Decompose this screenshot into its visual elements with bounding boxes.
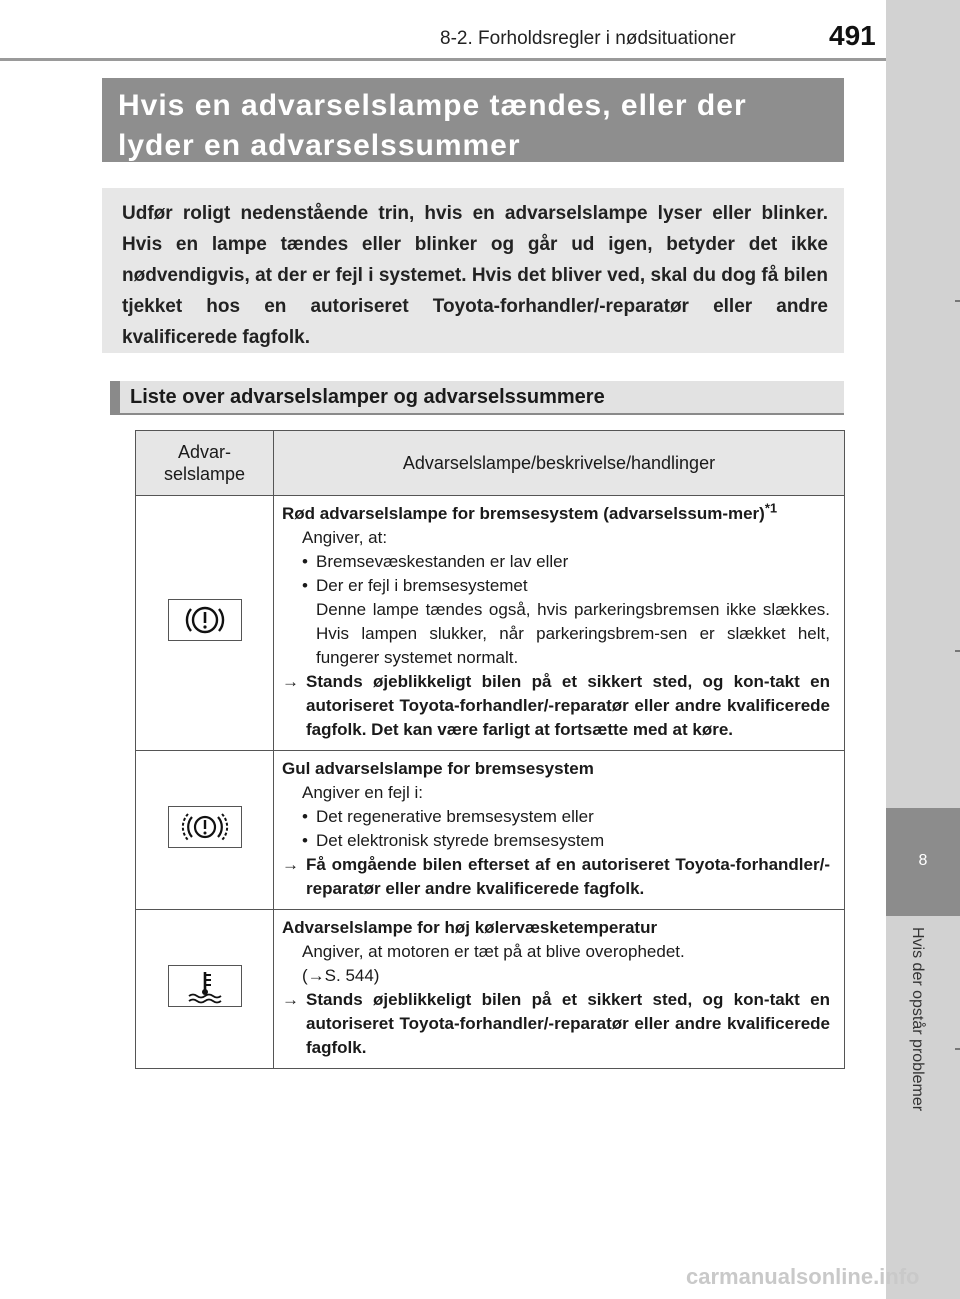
margin-tick xyxy=(955,1048,960,1050)
coolant-temperature-icon xyxy=(168,965,242,1007)
lamp-cell xyxy=(136,751,274,910)
arrow-icon: → xyxy=(282,990,299,1009)
table-header-row xyxy=(136,431,845,496)
arrow-icon: → xyxy=(282,672,299,691)
brake-warning-yellow-icon xyxy=(168,806,242,848)
description-cell xyxy=(274,496,845,751)
warning-bullet: • Der er fejl i bremsesystemet xyxy=(282,574,830,598)
warning-bullet: • Det regenerative bremsesystem eller xyxy=(282,805,830,829)
watermark: carmanualsonline.info xyxy=(686,1264,920,1289)
warning-intro: Angiver en fejl i: xyxy=(302,783,423,802)
warning-intro: Angiver, at: xyxy=(302,528,388,547)
arrow-icon: → xyxy=(282,855,299,874)
brake-warning-red-icon xyxy=(168,599,242,641)
page-number: 491 xyxy=(829,20,876,51)
column-header-lamp: Advar- selslampe xyxy=(136,431,274,496)
warning-intro: Angiver, at motoren er tæt på at blive overophedet. xyxy=(302,942,685,961)
margin-tick xyxy=(955,300,960,302)
page-title: Hvis en advarselslampe tændes, eller der lyder en advarselssummer xyxy=(102,78,844,162)
chapter-tab-number: 8 xyxy=(918,852,928,869)
warning-action: → Få omgående bilen efterset af en autoriseret Toyota-forhandler/-reparatør eller andre kvalificerede fagfolk. xyxy=(282,855,830,898)
warning-action: → Stands øjeblikkeligt bilen på et sikkert sted, og kon-takt en autoriseret Toyota-forhandler/-reparatør eller andre kvalificerede fagfolk. Det kan være farligt at fortsætte med at køre. xyxy=(282,672,830,739)
warning-note: Denne lampe tændes også, hvis parkeringsbremsen ikke slækkes. Hvis lampen slukker, når parkeringsbrem-sen er slækket helt, fungerer systemet normalt. xyxy=(316,600,830,667)
chapter-header: 8-2. Forholdsregler i nødsituationer xyxy=(440,28,736,49)
lamp-cell xyxy=(136,910,274,1069)
column-header-description: Advarselslampe/beskrivelse/handlinger xyxy=(274,431,845,496)
warning-title: Advarselslampe for høj kølervæsketemperatur xyxy=(282,918,658,937)
lamp-cell xyxy=(136,496,274,751)
chapter-tab-title: Hvis der opstår problemer xyxy=(909,927,926,1112)
table-row xyxy=(136,910,845,1069)
header-divider xyxy=(0,58,886,61)
warning-lamp-table xyxy=(135,430,845,1069)
margin-tick xyxy=(955,650,960,652)
warning-bullet: • Bremsevæskestanden er lav eller xyxy=(282,550,830,574)
warning-bullet: • Det elektronisk styrede bremsesystem xyxy=(282,829,830,853)
page-reference[interactable]: (→S. 544) xyxy=(302,966,380,985)
warning-title: Rød advarselslampe for bremsesystem (advarselssum-mer)$^{*1}$ xyxy=(282,500,778,523)
intro-paragraph: Udfør roligt nedenstående trin, hvis en advarselslampe lyser eller blinker. Hvis en lampe tændes eller blinker og går ud igen, betyder det ikke nødvendigvis, at der er fejl i systemet. Hvis det bliver ved, skal du dog få bilen tjekket hos en autoriseret Toyota-forhandler/-reparatør eller andre kvalificerede fagfolk. xyxy=(102,188,844,353)
table-row xyxy=(136,751,845,910)
description-cell xyxy=(274,910,845,1069)
description-cell xyxy=(274,751,845,910)
warning-action: → Stands øjeblikkeligt bilen på et sikkert sted, og kon-takt en autoriseret Toyota-forhandler/-reparatør eller andre kvalificerede fagfolk. xyxy=(282,990,830,1057)
section-heading: Liste over advarselslamper og advarselssummere xyxy=(110,381,844,415)
table-row xyxy=(136,496,845,751)
warning-title: Gul advarselslampe for bremsesystem xyxy=(282,759,594,778)
